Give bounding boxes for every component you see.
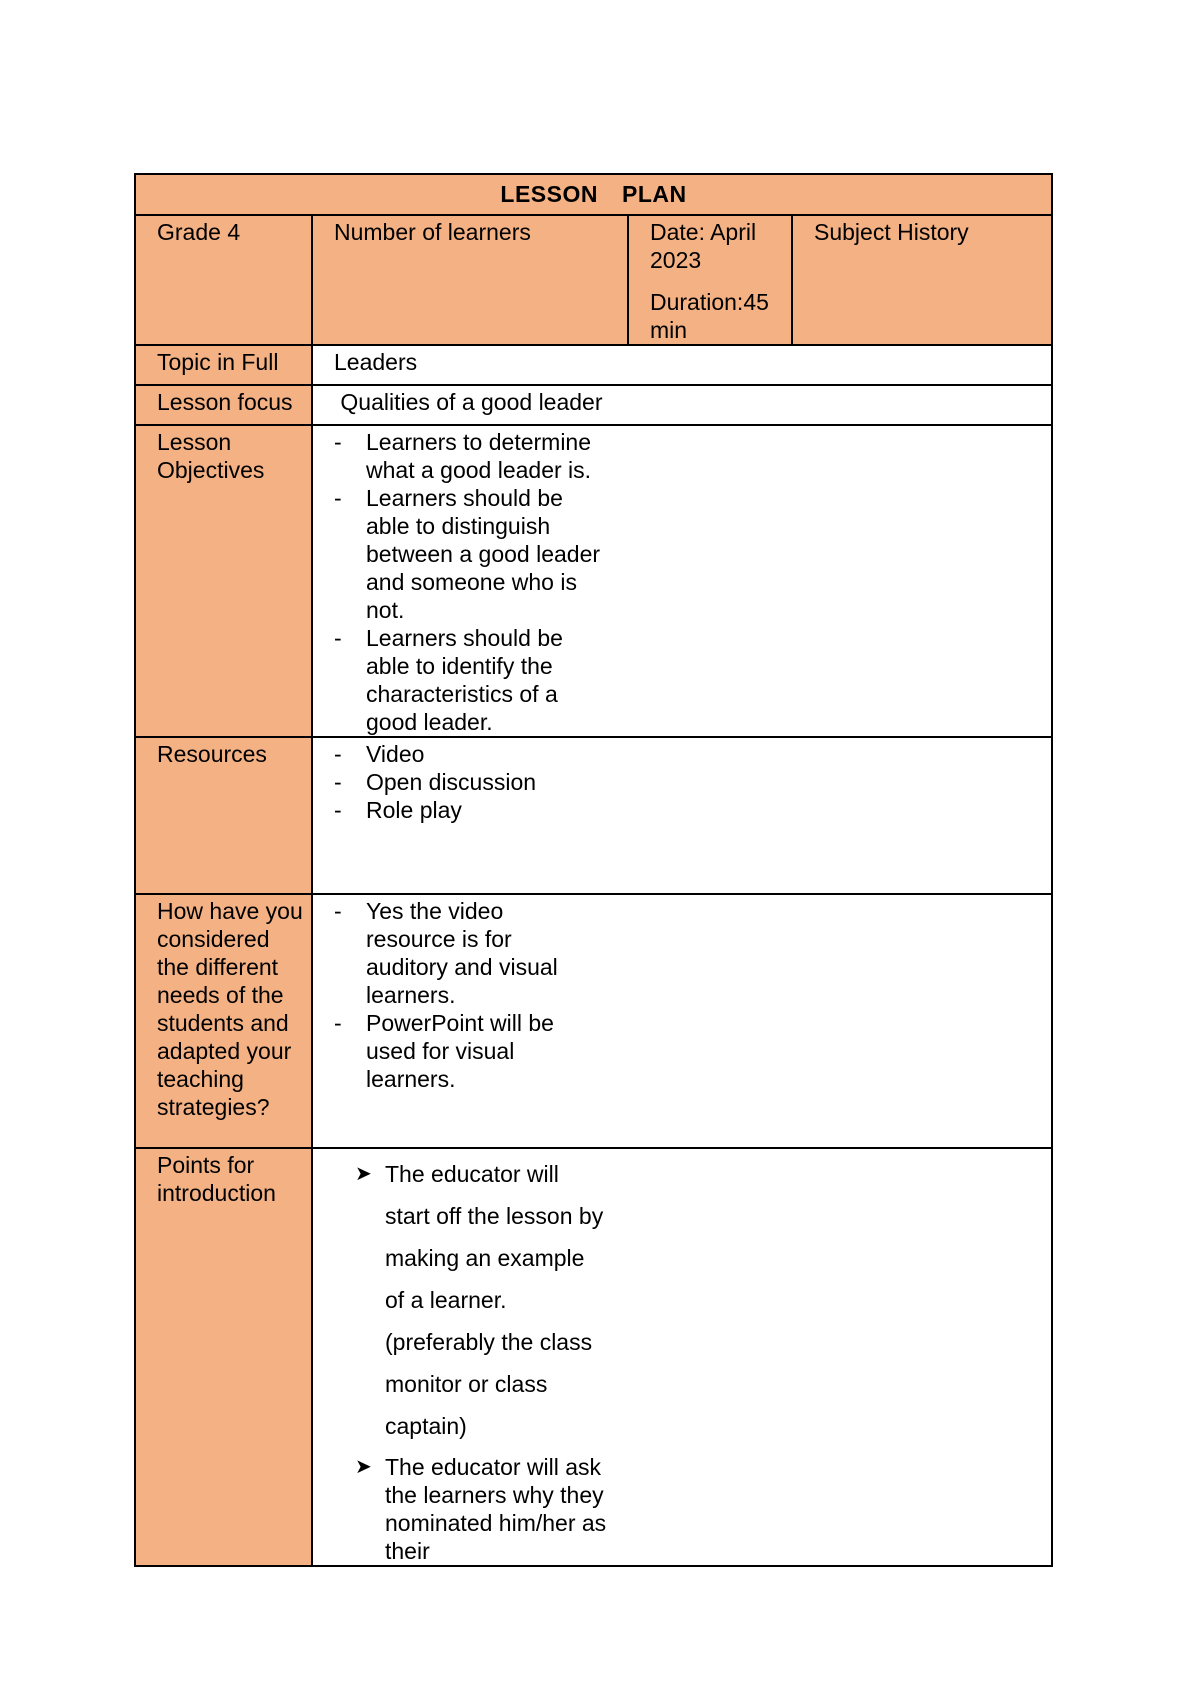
- resources-label-cell: [135, 737, 312, 894]
- objectives-label-cell: [135, 425, 312, 737]
- learners-cell: [312, 215, 628, 345]
- list-item: - Role play: [329, 796, 611, 824]
- resources-value-cell: [312, 737, 1052, 894]
- list-item-text: The educator will ask the learners why they nominated him/her as their: [385, 1454, 607, 1564]
- needs-label: How have you considered the different needs of the students and adapted your teaching strategies?: [157, 898, 303, 1120]
- arrow-bullet-icon: ➤: [355, 1456, 372, 1478]
- resources-row: [135, 737, 1052, 894]
- topic-row: [135, 345, 1052, 385]
- needs-value-cell: [312, 894, 1052, 1148]
- objectives-value-cell: [312, 425, 1052, 737]
- focus-label-cell: [135, 385, 312, 425]
- title-word-plan: PLAN: [621, 181, 687, 207]
- introduction-row: [135, 1148, 1052, 1566]
- date-cell: [628, 215, 792, 345]
- list-item: - PowerPoint will be used for visual learners.: [329, 1009, 581, 1093]
- objectives-list: [329, 428, 1051, 736]
- objectives-label: Lesson Objectives: [157, 429, 265, 483]
- duration-text: Duration:45 min: [650, 289, 769, 343]
- introduction-label-cell: [135, 1148, 312, 1566]
- topic-label: Topic in Full: [157, 349, 279, 375]
- lesson-plan-table: [134, 173, 1053, 1567]
- topic-label-cell: [135, 345, 312, 385]
- title-row: [135, 174, 1052, 215]
- list-item: - Yes the video resource is for auditory and visual learners.: [329, 897, 581, 1009]
- resources-label: Resources: [157, 741, 267, 767]
- resources-list: [329, 740, 1051, 824]
- grade-text: Grade 4: [157, 219, 241, 245]
- topic-value-cell: [312, 345, 1052, 385]
- info-row: [135, 215, 1052, 345]
- grade-cell: [135, 215, 312, 345]
- list-item-text: The educator will start off the lesson by making an example of a learner. (preferably the class monitor or class captain): [385, 1161, 604, 1439]
- introduction-label: Points for introduction: [157, 1152, 276, 1206]
- lesson-plan-title: [135, 174, 1052, 215]
- list-item: - Video: [329, 740, 611, 768]
- title-word-lesson: LESSON: [500, 181, 598, 207]
- needs-label-cell: [135, 894, 312, 1148]
- list-item: - Learners should be able to distinguish between a good leader and someone who is not.: [329, 484, 611, 624]
- focus-label: Lesson focus: [157, 389, 293, 415]
- focus-value-cell: [312, 385, 1052, 425]
- focus-row: [135, 385, 1052, 425]
- list-item: [329, 1453, 625, 1565]
- introduction-list: [329, 1153, 1051, 1565]
- subject-cell: [792, 215, 1052, 345]
- introduction-value-cell: [312, 1148, 1052, 1566]
- needs-list: [329, 897, 1051, 1093]
- topic-value: Leaders: [334, 349, 418, 375]
- learners-text: Number of learners: [334, 219, 531, 245]
- arrow-bullet-icon: ➤: [355, 1163, 372, 1185]
- list-item: - Open discussion: [329, 768, 611, 796]
- objectives-row: [135, 425, 1052, 737]
- list-item: [329, 1153, 605, 1447]
- date-text: Date: April 2023: [650, 219, 757, 273]
- needs-row: [135, 894, 1052, 1148]
- subject-text: Subject History: [814, 219, 969, 245]
- focus-value: Qualities of a good leader: [334, 389, 603, 415]
- list-item: - Learners should be able to identify the characteristics of a good leader.: [329, 624, 611, 736]
- list-item: - Learners to determine what a good leader is.: [329, 428, 611, 484]
